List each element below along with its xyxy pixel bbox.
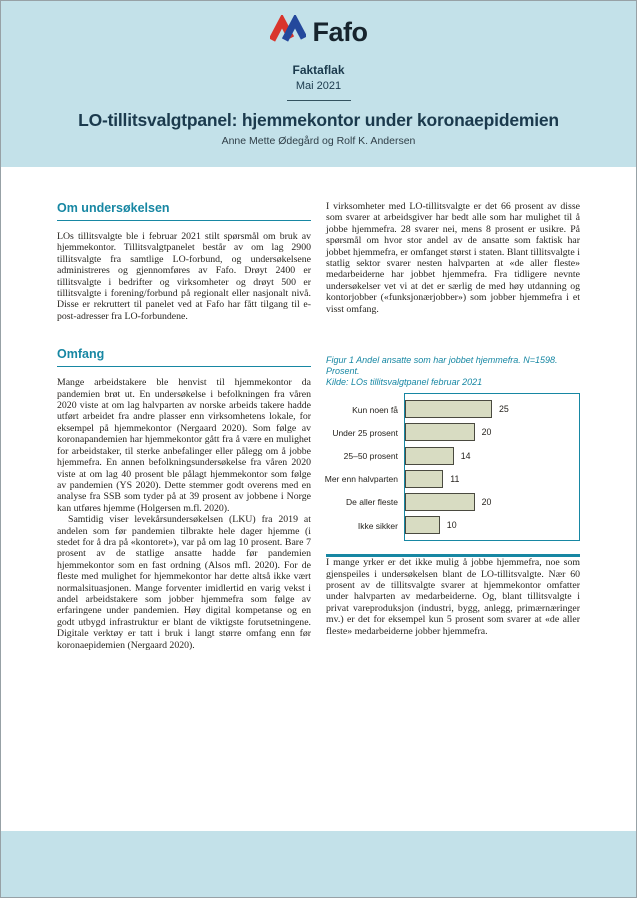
chart-bar-value: 20	[481, 496, 492, 507]
chart-bar	[405, 400, 492, 418]
publication-date: Mai 2021	[295, 80, 342, 92]
chart-bar-value: 14	[460, 450, 471, 461]
right-column	[326, 201, 580, 651]
chart-plot-area	[404, 393, 580, 541]
chart-bar	[405, 516, 440, 534]
chart-bar	[405, 493, 475, 511]
chart-bar	[405, 423, 475, 441]
section-scope	[57, 347, 311, 651]
section-rule	[57, 366, 311, 367]
paragraph-scope-2: Samtidig viser levekårsundersøkelsen (LKU) fra 2019 at andelen som før pandemien tilbrakte hele dager hjemme (i stedet for å dra på «kontoret»), var på om lag 10 prosent. Bare 7 prosent av de statlige ansatte hadde før pandemien hjemmekontor som en fast ordning (Alsos mfl. 2020). For de fleste med mulighet for hjemmekontor har dette altså ikke vært normalsituasjonen. Mange forventer imidlertid en varig vekst i andel arbeidstakere som jobber hjemmefra som følge av erfaringene under pandemien. Høy digital kompetanse og en godt utbygd infrastruktur er blant de viktigste forutsetningene. Digitale verktøy er tatt i bruk i langt større omfang enn før koronaepidemien (Nergaard 2020).	[57, 514, 311, 651]
paragraph-scope-1: Mange arbeidstakere ble henvist til hjemmekontor da pandemien brøt ut. En undersøkelse i befolkningen fra våren 2020 viste at om lag halvparten av norske arbeids takere hadde utført arbeidet fra andre plasser enn virksomhetens lokale, for eksempel på hjemmekontor (Nergaard 2020). Som følge av koronapandemien har hjemmekontor gått fra å være en mulighet for arbeidstaker, til sterke anbefalinger eller pålegg om å jobbe hjemmefra. En annen befolkningsundersøkelse fra våren 2020 viste at om lag 40 prosent ble pålagt hjemmekontor som følge av pandemien (YS 2020). Dette stemmer godt overens med en analyse fra SSB som tyder på at 39 prosent av jobbene i Norge kan utføres hjemme (Holgersen m.fl. 2020).	[57, 377, 311, 514]
figure-caption-line-1: Figur 1 Andel ansatte som har jobbet hjemmefra. N=1598. Prosent.	[326, 355, 558, 377]
paragraph-about: LOs tillitsvalgte ble i februar 2021 stilt spørsmål om bruk av hjemmekontor. Tillitsvalgtpanelet består av om lag 2900 tillitsvalgte fra samtlige LO-forbund, og undersøkelsene administreres og gjennomføres av Fafo. Drøyt 2400 er tillitsvalgte i bedrifter og virksomheter og drøyt 500 er tillitsvalgte i forening/forbund på regionalt eller nasjonalt nivå. Disse er rekruttert til panelet ved at Fafo har fått tilgang til e-post-adresser fra LO-forbundene.	[57, 231, 311, 322]
section-about	[57, 201, 311, 322]
chart-category-label: Ikke sikker	[357, 520, 398, 531]
figure-caption	[326, 355, 580, 388]
chart-bar-row	[405, 490, 579, 513]
fafo-logo-wordmark: Fafo	[312, 16, 368, 47]
chart-bar-row	[405, 398, 579, 421]
fafo-logo	[1, 16, 636, 48]
chart-category-label: Kun noen få	[352, 404, 398, 415]
chart-bar-value: 25	[499, 404, 509, 415]
footer-band	[1, 831, 636, 897]
section-heading-about: Om undersøkelsen	[57, 201, 170, 215]
chart-bar-value: 20	[481, 427, 492, 438]
figure-caption-line-2: Kilde: LOs tillitsvalgtpanel februar 2021	[326, 377, 483, 388]
chart-category-label: De aller fleste	[346, 497, 398, 508]
chart-bar-row	[405, 421, 579, 444]
paragraph-right-2: I mange yrker er det ikke mulig å jobbe hjemmefra, noe som gjenspeiles i undersøkelsen blant de LO-tillitsvalgte. Nær 60 prosent av de tillitsvalgte svarer at hjemmekontor omfatter under halvparten av medarbeiderne. Og, blant tillitsvalgte i privat vareproduksjon (industri, bygg, anlegg, primærnæringer mv.) er det for eksempel kun 5 prosent som svarer at «de aller fleste» medarbeiderne jobber hjemmefra.	[326, 557, 580, 637]
header-band	[1, 1, 636, 167]
bar-chart-figure-1	[326, 393, 580, 541]
left-column	[57, 201, 311, 651]
content-area	[1, 167, 636, 651]
header-divider	[287, 100, 351, 101]
section-heading-scope: Omfang	[57, 347, 105, 362]
page-title: LO-tillitsvalgtpanel: hjemmekontor under koronaepidemien	[78, 110, 559, 130]
paragraph-right-1: I virksomheter med LO-tillitsvalgte er det 66 prosent av disse som svarer at arbeidsgiver har bedt alle som har mulighet til å jobbe hjemmefra. 28 svarer nei, mens 8 prosent er usikre. På spørsmål om hvor stor andel av de ansatte som faktisk har jobbet hjemmefra, er omfanget størst i staten. Blant tillitsvalgte i statlig sektor svarer nesten halvparten at «de aller fleste» medarbeiderne har jobbet hjemmefra. Fra tidligere nevnte undersøkelser vet vi at det er særlig de med høy utdanning og kontorjobber («funksjonærjobber») som jobber hjemmefra i et visst omfang.	[326, 201, 580, 315]
chart-bar	[405, 447, 454, 465]
chart-bar-row	[405, 514, 579, 537]
chart-category-label: Under 25 prosent	[332, 427, 398, 438]
fafo-logo-mark-icon	[270, 15, 306, 50]
section-rule	[57, 220, 311, 221]
chart-bar	[405, 470, 443, 488]
chart-bar-value: 10	[446, 520, 457, 531]
chart-bar-row	[405, 444, 579, 467]
chart-category-labels	[326, 393, 404, 541]
authors: Anne Mette Ødegård og Rolf K. Andersen	[221, 135, 416, 147]
chart-bar-row	[405, 467, 579, 490]
chart-category-label: Mer enn halvparten	[324, 474, 398, 485]
chart-category-label: 25–50 prosent	[343, 451, 398, 462]
publication-kicker: Faktaflak	[292, 63, 345, 77]
chart-bar-value: 11	[450, 473, 460, 484]
